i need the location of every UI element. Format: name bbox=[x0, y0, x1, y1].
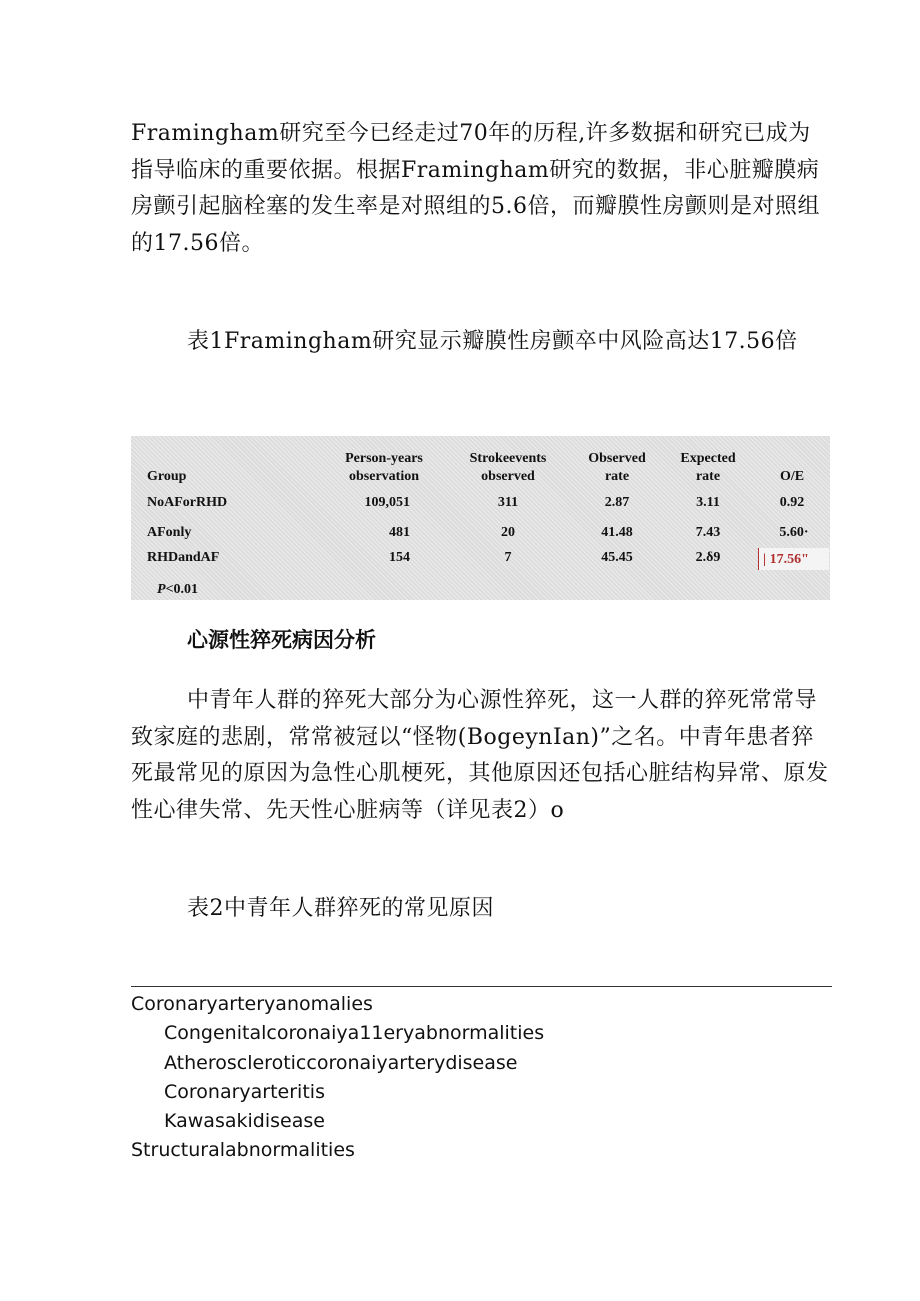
header-oe: O/E bbox=[779, 469, 805, 484]
header-stroke-line1: Strokeevents bbox=[469, 451, 547, 466]
list-item: Atheroscleroticcoronaiyarterydisease bbox=[164, 1051, 518, 1074]
header-person-years-line1: Person-years bbox=[345, 451, 423, 466]
table1-footnote bbox=[157, 581, 198, 598]
row1-group: NoAForRHD bbox=[147, 495, 228, 510]
list-item: Coronaryarteryanomalies bbox=[131, 993, 373, 1015]
row2-expected-rate: 7.43 bbox=[695, 525, 721, 540]
table2-caption: 表2中青年人群猝死的常见原因 bbox=[187, 896, 494, 921]
footnote-value: <0.01 bbox=[165, 582, 199, 597]
intro-paragraph: Framingham研究至今已经走过70年的历程,许多数据和研究已成为指导临床的重要依据。根据Framingham研究的数据，非心脏瓣膜病房颤引起脑栓塞的发生率是对照组的5.6倍，而瓣膜性房颤则是对照组的17.56倍。 bbox=[131, 121, 820, 256]
row2-person-years: 481 bbox=[389, 525, 410, 540]
row1-stroke-events: 311 bbox=[497, 495, 519, 510]
header-observed-line2: rate bbox=[604, 469, 630, 484]
header-group: Group bbox=[147, 469, 187, 484]
row3-stroke-events: 7 bbox=[504, 550, 512, 565]
table1 bbox=[131, 436, 830, 600]
footnote-p: P bbox=[157, 582, 166, 597]
row3-person-years: 154 bbox=[389, 550, 410, 565]
table2-list bbox=[131, 990, 544, 1166]
list-item: Coronaryarteritis bbox=[164, 1080, 325, 1103]
table2-top-rule bbox=[131, 986, 832, 987]
section-heading: 心源性猝死病因分析 bbox=[187, 628, 376, 652]
row1-oe: 0.92 bbox=[779, 495, 805, 510]
table1-caption: 表1Framingham研究显示瓣膜性房颤卒中风险高达17.56倍 bbox=[187, 329, 798, 354]
header-expected-line1: Expected bbox=[680, 451, 736, 466]
row3-oe: | 17.56" bbox=[763, 552, 809, 567]
row1-expected-rate: 3.11 bbox=[696, 495, 720, 510]
list-item: Structuralabnormalities bbox=[131, 1139, 355, 1162]
row3-observed-rate: 45.45 bbox=[601, 550, 633, 565]
row1-person-years: 109,051 bbox=[364, 495, 410, 510]
row2-group: AFonly bbox=[147, 525, 192, 540]
list-item: Congenitalcoronaiya11eryabnormalities bbox=[164, 1022, 545, 1045]
list-item: Kawasakidisease bbox=[164, 1110, 325, 1133]
row2-oe: 5.60· bbox=[779, 525, 809, 540]
header-expected-line2: rate bbox=[695, 469, 721, 484]
row2-observed-rate: 41.48 bbox=[601, 525, 633, 540]
header-person-years-line2: observation bbox=[349, 469, 419, 484]
row1-observed-rate: 2.87 bbox=[604, 495, 630, 510]
header-observed-line1: Observed bbox=[588, 451, 646, 466]
row3-expected-rate: 2.δ9 bbox=[695, 550, 721, 565]
header-stroke-line2: observed bbox=[481, 469, 535, 484]
row3-group: RHDandAF bbox=[147, 550, 220, 565]
row2-stroke-events: 20 bbox=[501, 525, 515, 540]
body-paragraph: 中青年人群的猝死大部分为心源性猝死，这一人群的猝死常常导致家庭的悲剧，常常被冠以“怪物(BogeynIan)”之名。中青年患者猝死最常见的原因为急性心肌梗死，其他原因还包括心脏结构异常、原发性心律失常、先天性心脏病等（详见表2）o bbox=[131, 688, 829, 823]
